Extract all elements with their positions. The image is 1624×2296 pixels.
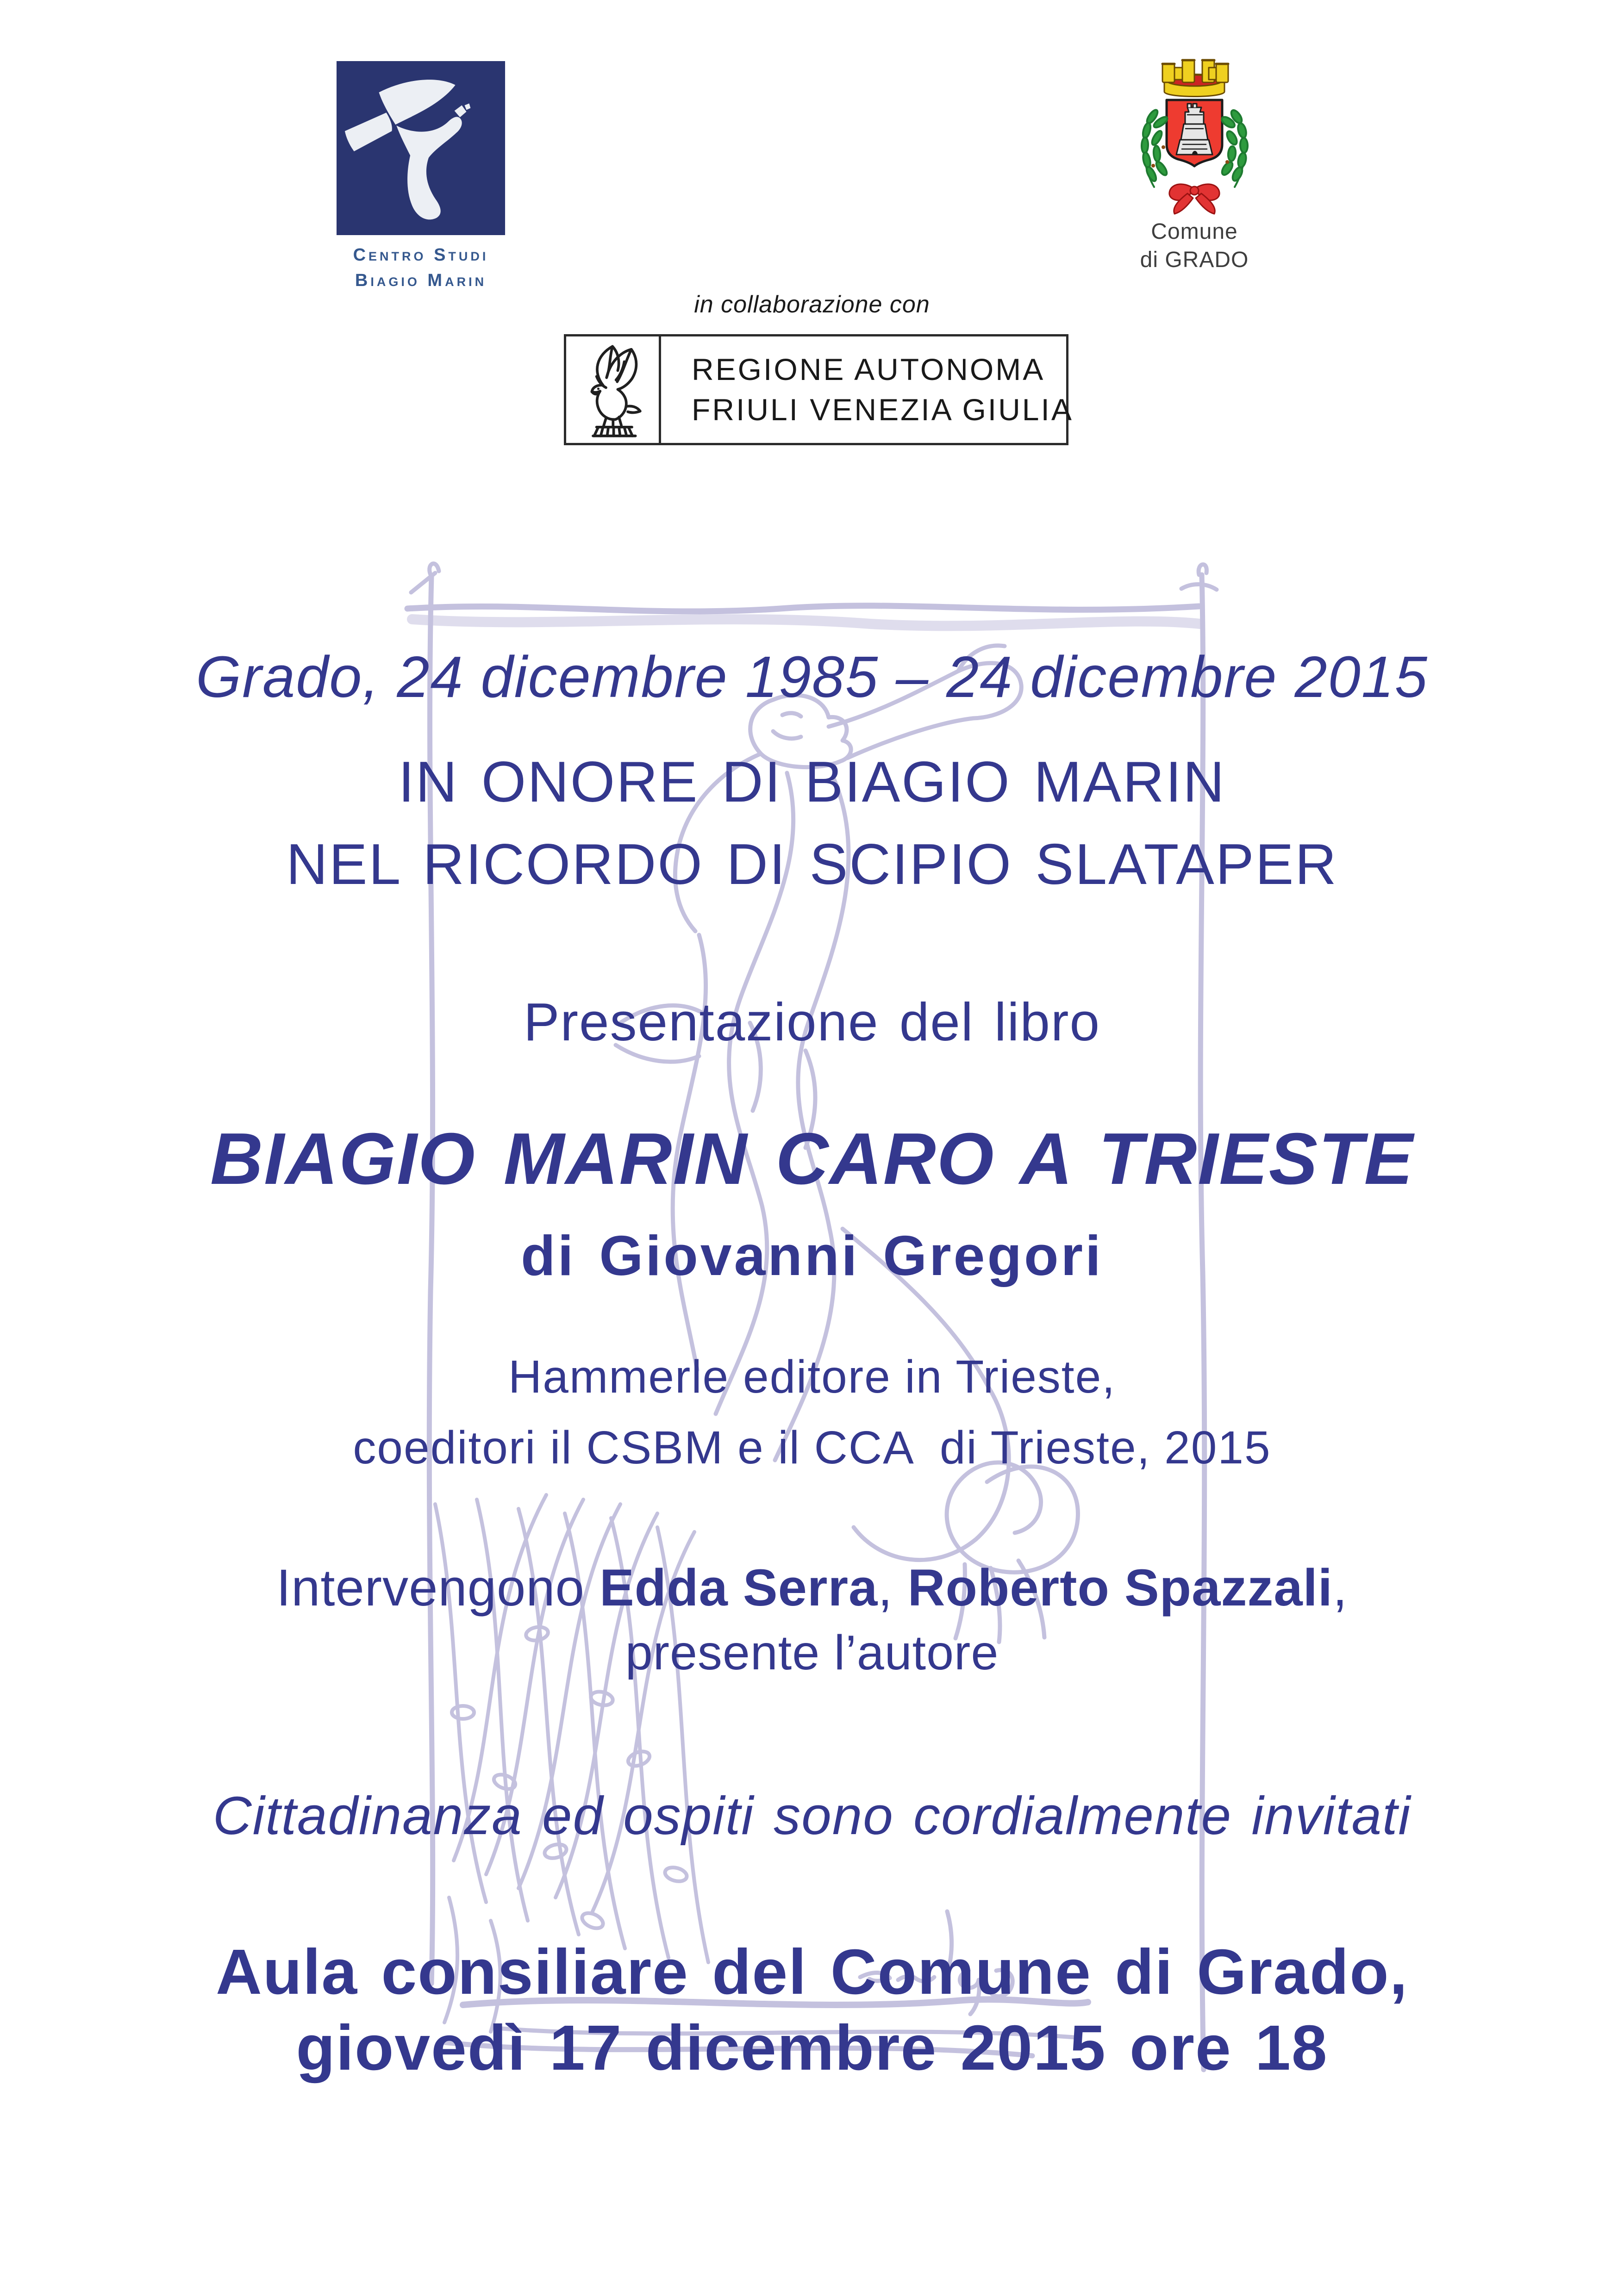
collaboration-note: in collaborazione con [694, 291, 930, 318]
speakers-line-2: presente l’autore [625, 1625, 999, 1680]
speaker-2: Roberto Spazzali [907, 1559, 1333, 1617]
grado-caption-line2: di GRADO [1140, 248, 1249, 273]
publisher-line-2: coeditori il CSBM e il CCA di Trieste, 2015 [353, 1422, 1271, 1474]
ribbon-bow [1169, 184, 1219, 214]
grado-logo [1118, 52, 1271, 274]
honor-line-1: IN ONORE DI BIAGIO MARIN [398, 750, 1226, 814]
speaker-1: Edda Serra [599, 1559, 878, 1617]
venue-line-1: Aula consiliare del Comune di Grado, [216, 1936, 1408, 2008]
fvg-logo-box [564, 334, 1074, 445]
speakers-separator: , [878, 1559, 908, 1617]
date-line: Grado, 24 dicembre 1985 – 24 dicembre 2015 [196, 644, 1428, 709]
book-title: BIAGIO MARIN CARO A TRIESTE [210, 1118, 1414, 1200]
speakers-line [0, 1559, 1624, 1617]
venue-line-2: giovedì 17 dicembre 2015 ore 18 [296, 2012, 1328, 2084]
shield [1167, 100, 1222, 166]
fvg-text-cell [661, 336, 1074, 443]
speakers-suffix: , [1332, 1559, 1348, 1617]
fvg-name-line1: REGIONE AUTONOMA [692, 352, 1045, 386]
fvg-eagle-cell [566, 336, 661, 443]
honor-line-2: NEL RICORDO DI SCIPIO SLATAPER [286, 833, 1338, 896]
speakers-prefix: Intervengono [276, 1559, 600, 1617]
fvg-name-line2: FRIULI VENEZIA GIULIA [692, 392, 1074, 427]
fvg-eagle-icon [566, 341, 659, 438]
invitation-line: Cittadinanza ed ospiti sono cordialmente invitati [212, 1786, 1412, 1846]
book-author: di Giovanni Gregori [521, 1224, 1103, 1287]
csbm-caption-line1: Centro Studi [353, 245, 489, 265]
crown [1162, 60, 1228, 97]
csbm-caption-line2: Biagio Marin [355, 271, 487, 291]
csbm-logo [336, 61, 506, 293]
presentation-label: Presentazione del libro [523, 992, 1101, 1052]
grado-coat-of-arms-icon [1118, 52, 1271, 215]
publisher-line-1: Hammerle editore in Trieste, [508, 1351, 1116, 1403]
grado-caption-line1: Comune [1151, 219, 1238, 244]
csbm-bird-icon [336, 61, 506, 235]
